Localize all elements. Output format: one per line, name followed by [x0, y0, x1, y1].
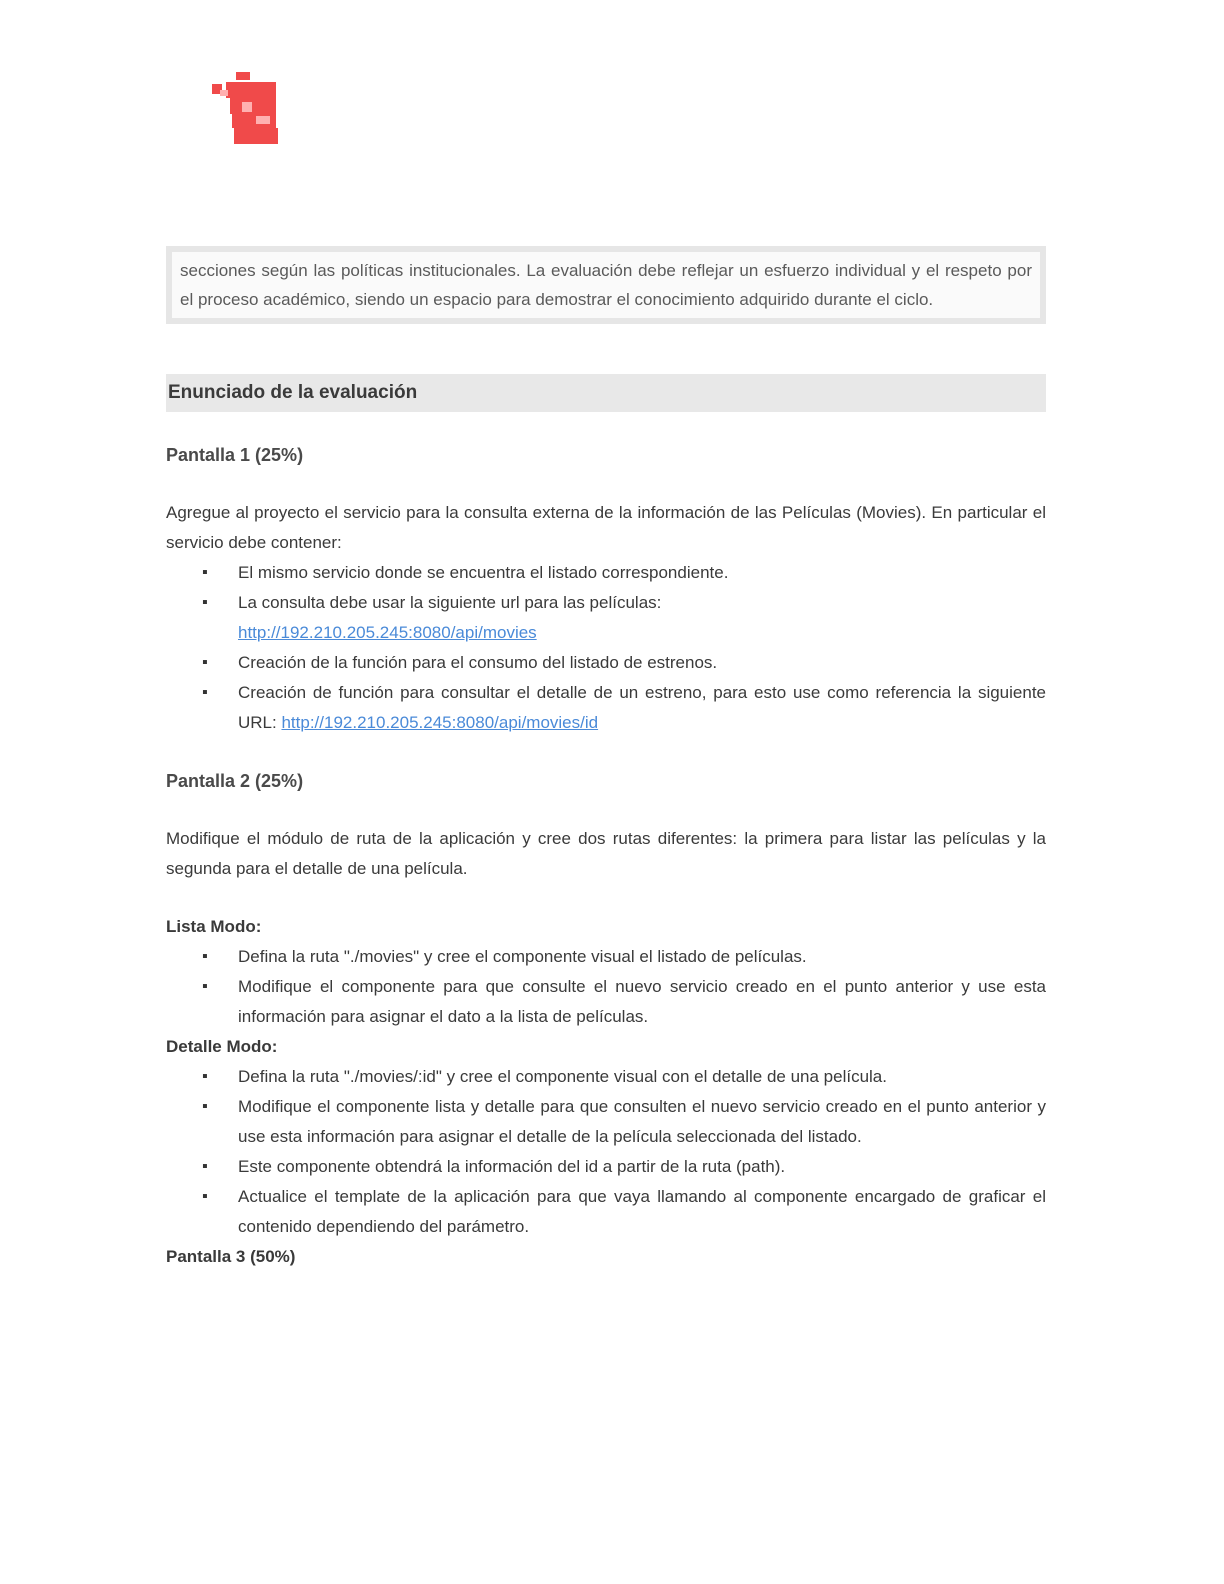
list-item: ▪ Creación de función para consultar el detalle de un estreno, para esto use como referencia la siguiente URL: http://192.210.205.245:8080/api/movies/id [238, 678, 1046, 738]
part2-intro: Modifique el módulo de ruta de la aplicación y cree dos rutas diferentes: la primera para listar las películas y la segunda para el detalle de una película. [166, 829, 1046, 878]
detail-mode-items [166, 1062, 1046, 1242]
movies-url-link[interactable]: http://192.210.205.245:8080/api/movies [238, 623, 537, 642]
list-item: ▪ Este componente obtendrá la información del id a partir de la ruta (path). [238, 1152, 1046, 1182]
list-item: ▪ La consulta debe usar la siguiente url para las películas: http://192.210.205.245:8080/api/movies [238, 588, 1046, 648]
part1-list [166, 558, 1046, 738]
notice-text: secciones según las políticas institucionales. La evaluación debe reflejar un esfuerzo individual y el respeto por el proceso académico, siendo un espacio para demostrar el conocimiento adquirido durante el ciclo. [180, 261, 1032, 309]
list-item: ▪ Actualice el template de la aplicación para que vaya llamando al componente encargado de graficar el contenido dependiendo del parámetro. [238, 1182, 1046, 1242]
part1-title: Pantalla 1 (25%) [166, 445, 304, 465]
list-item: ▪ Creación de la función para el consumo del listado de estrenos. [238, 648, 1046, 678]
document-body [166, 246, 1046, 1272]
movie-detail-url-link[interactable]: http://192.210.205.245:8080/api/movies/id [281, 713, 599, 732]
notice-box [166, 246, 1046, 324]
crown-logo-icon [212, 72, 278, 144]
list-item: ▪ Modifique el componente para que consulte el nuevo servicio creado en el punto anterior y use esta información para asignar el dato a la lista de películas. [238, 972, 1046, 1032]
list-item: ▪ Defina la ruta "./movies/:id" y cree el componente visual con el detalle de una película. [238, 1062, 1046, 1092]
part3-title: Pantalla 3 (50%) [166, 1247, 296, 1266]
list-item: ▪ El mismo servicio donde se encuentra el listado correspondiente. [238, 558, 1046, 588]
part2-title: Pantalla 2 (25%) [166, 771, 304, 791]
list-item: ▪ Defina la ruta "./movies" y cree el componente visual el listado de películas. [238, 942, 1046, 972]
list-mode-items [166, 942, 1046, 1032]
section-title: Enunciado de la evaluación [166, 374, 1046, 412]
list-item: ▪ Modifique el componente lista y detalle para que consulten el nuevo servicio creado en el punto anterior y use esta información para asignar el detalle de la película seleccionada del listado. [238, 1092, 1046, 1152]
detail-mode-title: Detalle Modo: [166, 1037, 278, 1056]
list-mode-title: Lista Modo: [166, 917, 262, 936]
part1-intro: Agregue al proyecto el servicio para la consulta externa de la información de las Películas (Movies). En particular el servicio debe contener: [166, 503, 1046, 552]
